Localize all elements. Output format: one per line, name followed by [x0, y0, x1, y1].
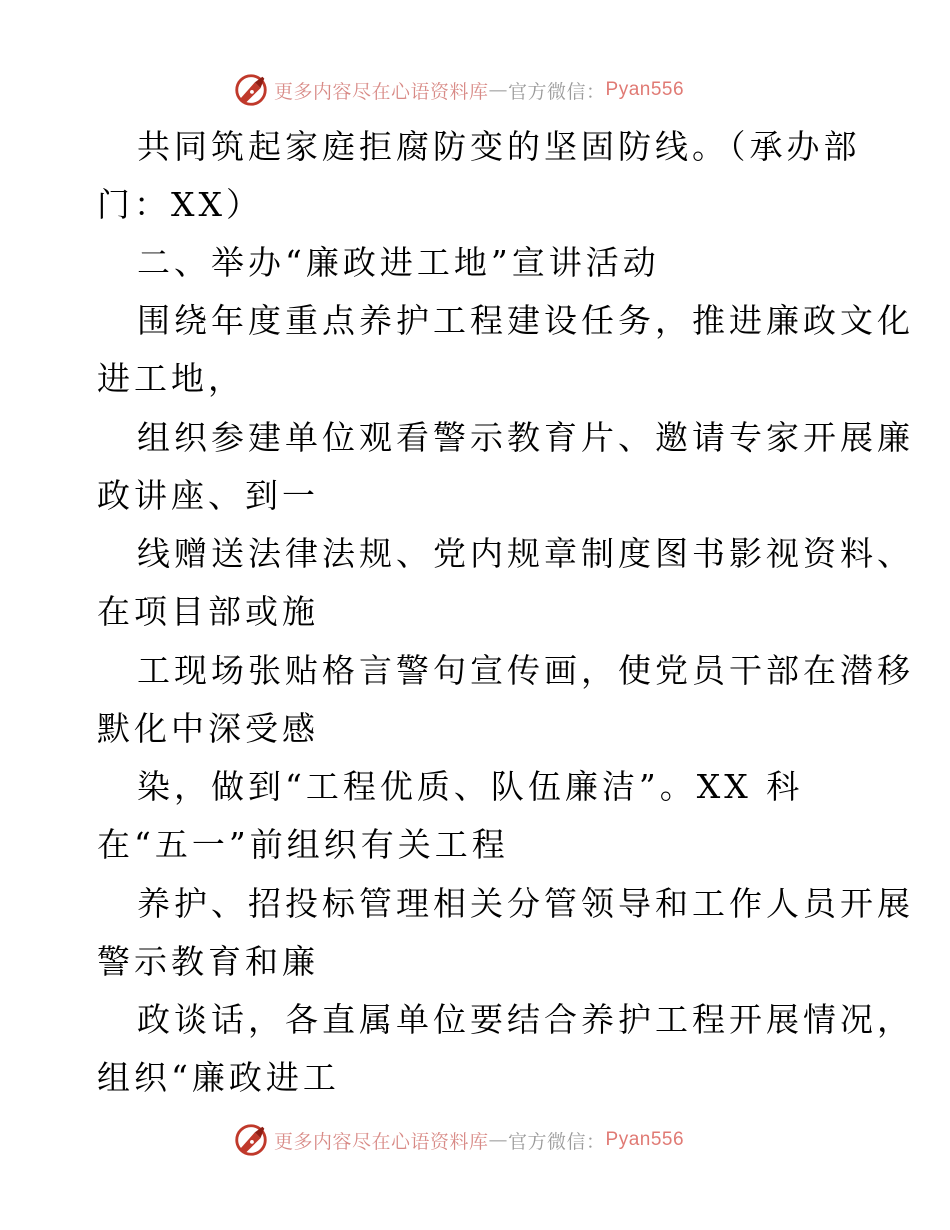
watermark-side-text: 官方微信： [508, 80, 606, 103]
text-line: 政谈话，各直属单位要结合养护工程开展情况， [137, 1000, 914, 1039]
watermark-main-text: 更多内容尽在心语资料库 [274, 80, 489, 103]
text-line: 组织“廉政进工 [97, 1058, 340, 1097]
watermark-id: Pyan556 [605, 1129, 685, 1150]
watermark-separator: — [488, 79, 509, 101]
section-heading: 二、举办“廉政进工地”宣讲活动 [137, 243, 660, 282]
watermark-id: Pyan556 [605, 79, 685, 100]
watermark-separator: — [488, 1129, 509, 1151]
watermark-side-text: 官方微信： [508, 1130, 606, 1153]
text-line: 组织参建单位观看警示教育片、邀请专家开展廉 [137, 418, 914, 457]
footer-watermark [232, 1120, 752, 1160]
text-line: 共同筑起家庭拒腐防变的坚固防线。（承办部 [137, 127, 861, 166]
text-line: 围绕年度重点养护工程建设任务，推进廉政文化 [137, 301, 914, 340]
text-line: 在“五一”前组织有关工程 [97, 825, 509, 864]
text-line: 染，做到“工程优质、队伍廉洁”。XX 科 [137, 767, 804, 806]
text-line: 门：XX） [97, 185, 263, 224]
pen-nib-circle-icon [232, 1121, 270, 1159]
text-line: 默化中深受感 [97, 709, 319, 748]
text-line: 进工地， [97, 359, 245, 398]
text-line: 政讲座、到一 [97, 476, 319, 515]
text-line: 警示教育和廉 [97, 942, 319, 981]
text-line: 在项目部或施 [97, 592, 319, 631]
text-line: 养护、招投标管理相关分管领导和工作人员开展 [137, 884, 914, 923]
text-line: 线赠送法律法规、党内规章制度图书影视资料、 [137, 534, 914, 573]
text-line: 工现场张贴格言警句宣传画，使党员干部在潜移 [137, 651, 914, 690]
watermark-main-text: 更多内容尽在心语资料库 [274, 1130, 489, 1153]
